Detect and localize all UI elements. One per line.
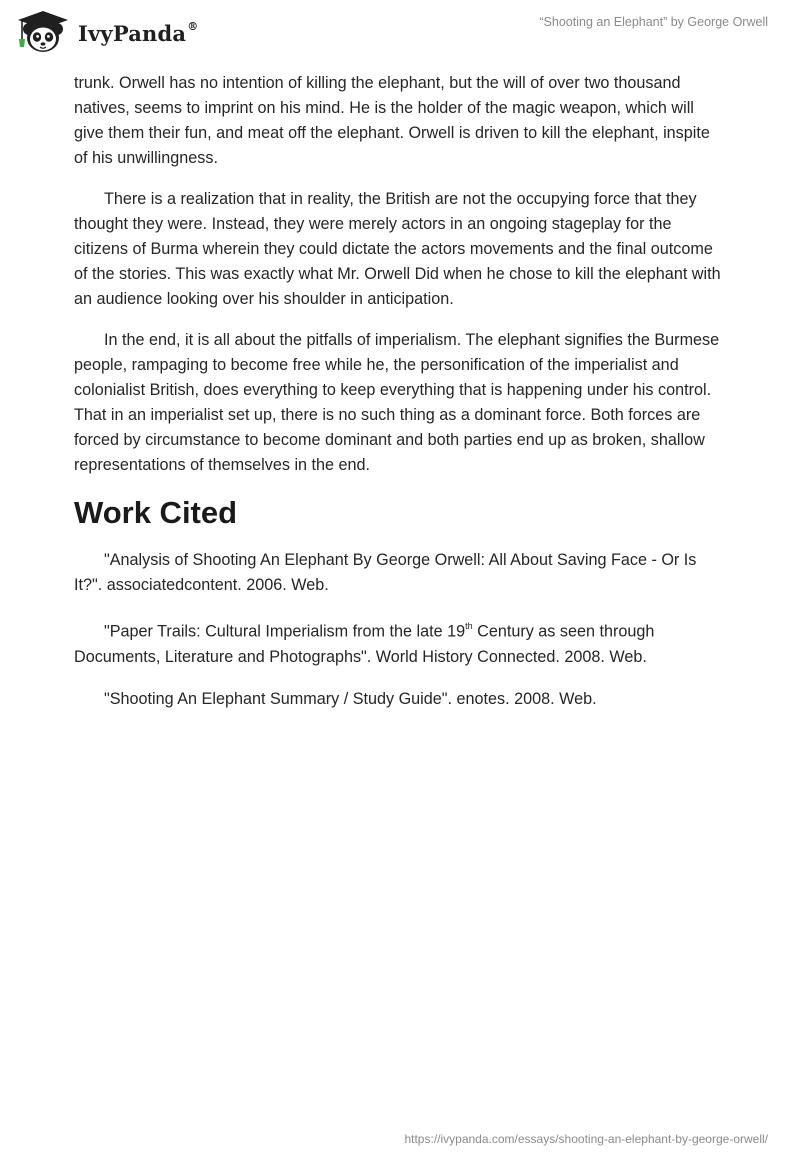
body-paragraph: In the end, it is all about the pitfalls of imperialism. The elephant signifies the Burmese people, rampaging to become free while he, the personification of the imperialist and colonialist British, does everything to keep everything that is happening under his control. That in an imperialist set up, there is no such thing as a dominant force. Both forces are forced by circumstance to become dominant and both parties end up as broken, shallow representations of themselves in the end. [74,331,720,474]
ivypanda-logo[interactable] [14,8,198,56]
citation-entry: "Paper Trails: Cultural Imperialism from the late 19th Century as seen through Documents, Literature and Photographs". World History Connected. 2008. Web. [74,621,655,666]
essay-content [74,71,726,729]
citation-entry: "Shooting An Elephant Summary / Study Guide". enotes. 2008. Web. [104,689,597,708]
body-paragraph: trunk. Orwell has no intention of killing the elephant, but the will of over two thousand natives, seems to imprint on his mind. He is the holder of the magic weapon, which will give them their fun, and meat off the elephant. Orwell is driven to kill the elephant, inspite of his unwillingness. [74,74,710,167]
running-title: “Shooting an Elephant” by George Orwell [539,15,768,29]
works-cited-heading: Work Cited [74,495,238,530]
citation-entry: "Analysis of Shooting An Elephant By George Orwell: All About Saving Face - Or Is It?". associatedcontent. 2006. Web. [74,551,697,595]
source-url[interactable]: https://ivypanda.com/essays/shooting-an-elephant-by-george-orwell/ [404,1132,768,1146]
logo-text: IvyPanda® [78,19,199,46]
panda-logo-icon [14,9,72,55]
body-paragraph: There is a realization that in reality, the British are not the occupying force that they thought they were. Instead, they were merely actors in an ongoing stageplay for the citizens of Burma wherein they could dictate the actors movements and the final outcome of the stories. This was exactly what Mr. Orwell Did when he chose to kill the elephant with an audience looking over his shoulder in anticipation. [74,190,721,308]
page-header [0,0,800,60]
